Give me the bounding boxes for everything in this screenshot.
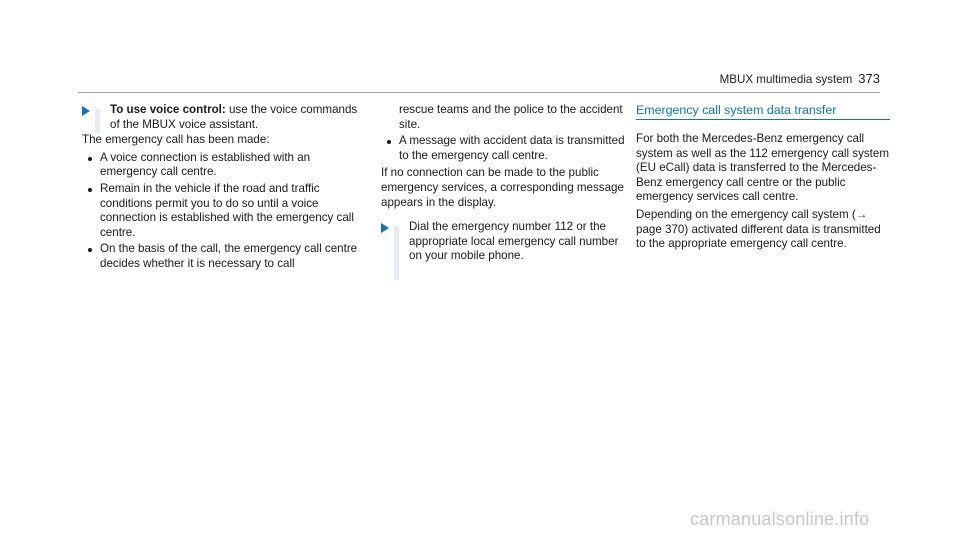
bullet-list: [82, 151, 362, 272]
list-item: A message with accident data is transmitted to the emergency call centre.: [381, 134, 626, 163]
column-left: [82, 103, 362, 275]
step-label: To use voice control:: [110, 103, 226, 116]
section-heading: Emergency call system data transfer: [636, 103, 890, 120]
step-bar: [95, 109, 100, 133]
list-item: On the basis of the call, the emergency call centre decides whether it is necessary to call: [82, 242, 362, 271]
list-item: A voice connection is established with an emergency call centre.: [82, 151, 362, 180]
watermark: carmanualsonline.info: [690, 509, 870, 529]
connection-paragraph: If no connection can be made to the public emergency services, a corresponding message appears in the display.: [381, 166, 624, 209]
continued-text: rescue teams and the police to the accident site.: [399, 103, 623, 131]
column-middle: [381, 103, 626, 265]
intro-text: The emergency call has been made:: [82, 133, 270, 147]
instruction-step: [381, 220, 626, 264]
list-item: Remain in the vehicle if the road and traffic conditions permit you to do so until a voice connection is established with the emergency call centre.: [82, 182, 362, 240]
header-divider: [78, 92, 880, 93]
step-arrow-icon: [82, 106, 90, 116]
paragraph: Depending on the emergency call system (→ page 370) activated different data is transmitted to the appropriate emergency call centre.: [636, 207, 881, 251]
page-number: 373: [858, 71, 880, 86]
column-right: [636, 103, 891, 255]
header-title: MBUX multimedia system: [719, 73, 853, 86]
bullet-list: [381, 134, 626, 163]
page-header: [660, 72, 880, 88]
bullet-icon: [88, 157, 92, 161]
paragraph: For both the Mercedes-Benz emergency call system as well as the 112 emergency call system (EU eCall) data is transferred to the Mercedes-Benz emergency call centre or the public emergency services call centre.: [636, 132, 890, 204]
step-text: use the voice commands of the MBUX voice assistant.: [110, 103, 358, 131]
bullet-icon: [88, 248, 92, 252]
step-arrow-icon: [381, 223, 389, 233]
bullet-icon: [387, 140, 391, 144]
step-bar: [394, 226, 399, 280]
instruction-step: [82, 103, 362, 132]
bullet-icon: [88, 188, 92, 192]
step-text: Dial the emergency number 112 or the appropriate local emergency call number on your mobile phone.: [409, 220, 619, 263]
